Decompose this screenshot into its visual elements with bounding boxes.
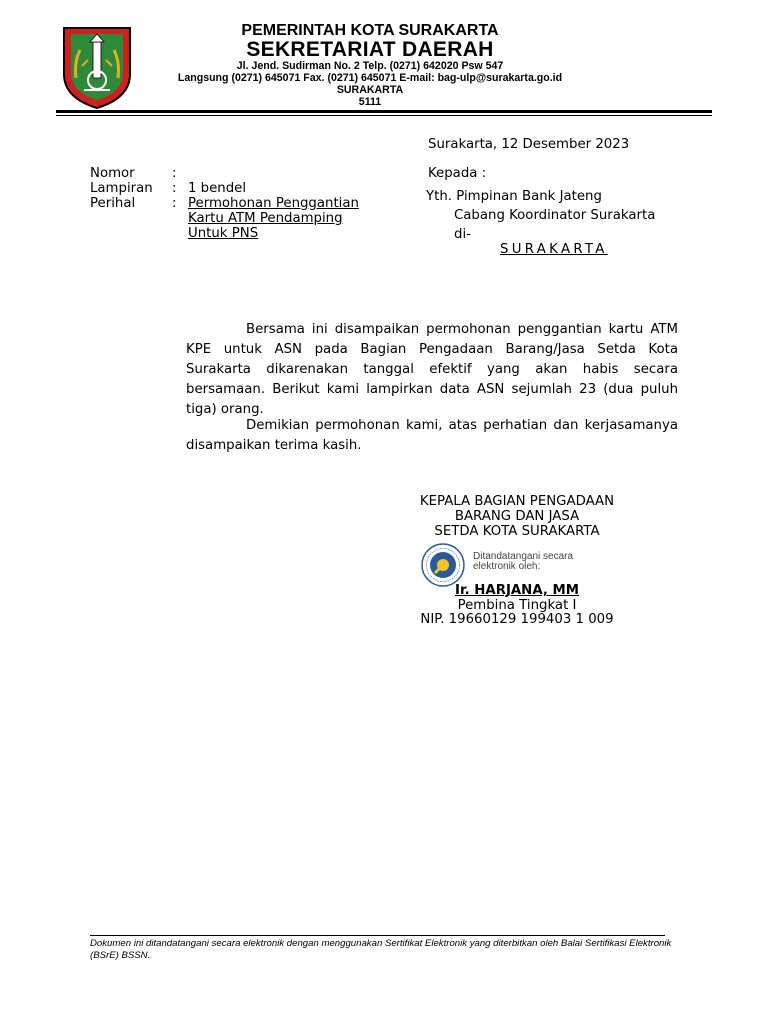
letterhead-department: SEKRETARIAT DAERAH (246, 38, 494, 61)
lampiran-colon: : (172, 181, 177, 196)
perihal-line: Kartu ATM Pendamping (188, 211, 343, 226)
signatory-nip: NIP. 19660129 199403 1 009 (420, 612, 614, 627)
nomor-colon: : (172, 166, 177, 181)
letter-date: Surakarta, 12 Desember 2023 (428, 137, 630, 152)
signature-title-line3: SETDA KOTA SURAKARTA (434, 524, 600, 539)
letterhead-rule-thin (56, 115, 712, 116)
perihal-label: Perihal (90, 196, 136, 211)
signature-title-line1: KEPALA BAGIAN PENGADAAN (419, 494, 615, 509)
body-paragraph-1 (186, 320, 678, 420)
esign-caption-line1: Ditandatangani secara (473, 551, 574, 562)
city-crest-logo (60, 24, 134, 110)
letterhead-government: PEMERINTAH KOTA SURAKARTA (241, 22, 499, 39)
footer-note: Dokumen ini ditandatangani secara elektronik dengan menggunakan Sertifikat Elektronik yang diterbitkan oleh Balai Sertifikasi Elektronik (BSrE) BSSN. (90, 938, 672, 961)
letterhead-address-line2: Langsung (0271) 645071 Fax. (0271) 645071 E-mail: bag-ulp@surakarta.go.id (177, 72, 563, 84)
body-paragraph-1-text: Bersama ini disampaikan permohonan penggantian kartu ATM KPE untuk ASN pada Bagian Pengadaan Barang/Jasa Setda Kota Surakarta dikarenakan tanggal efektif yang akan habis secara bersamaan. Berikut kami lampirkan data ASN sejumlah 23 (dua puluh tiga) orang. (186, 322, 678, 417)
recipient-line1: Yth. Pimpinan Bank Jateng (426, 189, 602, 204)
letterhead-postal-code: 5111 (358, 96, 382, 108)
body-paragraph-2-text: Demikian permohonan kami, atas perhatian dan kerjasamanya disampaikan terima kasih. (186, 418, 678, 453)
perihal-line: Untuk PNS (188, 226, 259, 241)
electronic-seal-icon (421, 543, 465, 587)
signature-title-line2: BARANG DAN JASA (454, 509, 580, 524)
signatory-name: Ir. HARJANA, MM (455, 583, 579, 598)
nomor-label: Nomor (90, 166, 135, 181)
footer-rule (90, 935, 665, 936)
recipient-line3: di- (454, 227, 471, 242)
lampiran-value: 1 bendel (188, 181, 247, 196)
perihal-line: Permohonan Penggantian (188, 196, 359, 211)
signatory-rank: Pembina Tingkat I (457, 598, 577, 613)
recipient-city: SURAKARTA (500, 242, 608, 257)
body-paragraph-2 (186, 416, 678, 456)
letterhead-address-line1: Jl. Jend. Sudirman No. 2 Telp. (0271) 642020 Psw 547 (236, 60, 504, 72)
perihal-colon: : (172, 196, 177, 211)
letterhead-city: SURAKARTA (336, 84, 404, 96)
recipient-kepada: Kepada : (428, 166, 487, 181)
letterhead-rule-thick (56, 110, 712, 113)
lampiran-label: Lampiran (90, 181, 153, 196)
recipient-line2: Cabang Koordinator Surakarta (454, 208, 656, 223)
esign-caption-line2: elektronik oleh: (473, 561, 541, 572)
